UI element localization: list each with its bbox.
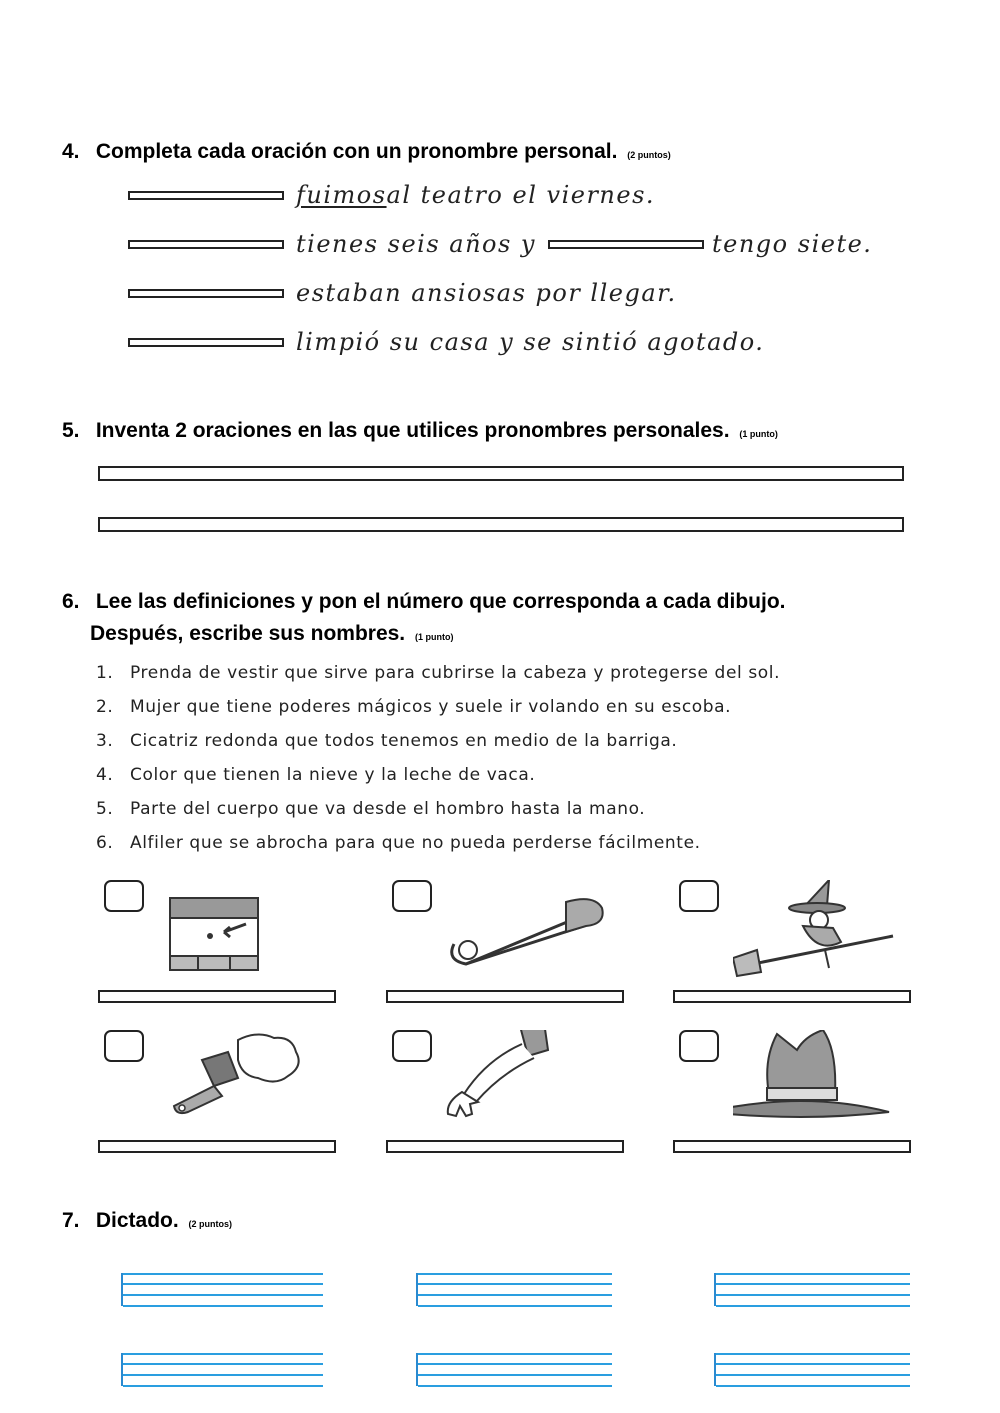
number-box[interactable] — [679, 1030, 719, 1062]
number-box[interactable] — [392, 1030, 432, 1062]
picture-cell-arm — [386, 1030, 626, 1160]
sentence-text: limpió su casa y se sintió agotado. — [296, 328, 765, 356]
name-answer-field[interactable] — [98, 1140, 336, 1153]
number-box[interactable] — [679, 880, 719, 912]
answer-blank[interactable] — [128, 240, 284, 249]
safety-pin-icon — [446, 880, 621, 980]
answer-blank[interactable] — [128, 289, 284, 298]
sentence-line-4 — [128, 327, 764, 357]
number-box[interactable] — [104, 880, 144, 912]
witch-icon — [733, 880, 908, 980]
name-answer-field[interactable] — [386, 1140, 624, 1153]
sentence-answer-2[interactable] — [98, 517, 904, 532]
hat-icon — [733, 1030, 908, 1130]
dictation-lines[interactable] — [714, 1273, 910, 1306]
dictation-lines[interactable] — [416, 1273, 612, 1306]
definition-text: Alfiler que se abrocha para que no pueda perderse fácilmente. — [130, 833, 701, 853]
question-text: Lee las definiciones y pon el número que corresponda a cada dibujo. — [95, 590, 786, 613]
definition-text: Parte del cuerpo que va desde el hombro hasta la mano. — [130, 799, 646, 819]
sentence-line-2 — [128, 229, 872, 259]
definition-item — [96, 758, 780, 792]
paintbrush-icon — [158, 1030, 333, 1130]
sentence-line-3 — [128, 278, 677, 308]
name-answer-field[interactable] — [98, 990, 336, 1003]
name-answer-field[interactable] — [386, 990, 624, 1003]
definition-item — [96, 724, 780, 758]
sentence-text: tengo siete. — [712, 230, 873, 258]
points-label: (2 puntos) — [188, 1219, 233, 1229]
question-text: Dictado. — [95, 1209, 179, 1232]
definition-text: Color que tienen la nieve y la leche de vaca. — [130, 765, 536, 785]
picture-cell-witch — [673, 880, 913, 1010]
dictation-lines[interactable] — [121, 1353, 323, 1386]
name-answer-field[interactable] — [673, 1140, 911, 1153]
points-label: (2 puntos) — [627, 150, 671, 160]
picture-cell-pin — [386, 880, 626, 1010]
definition-text: Cicatriz redonda que todos tenemos en medio de la barriga. — [130, 731, 678, 751]
definition-item — [96, 690, 780, 724]
definition-number: 4. — [96, 765, 114, 785]
definition-number: 2. — [96, 697, 114, 717]
question-text: Inventa 2 oraciones en las que utilices pronombres personales. — [95, 419, 730, 442]
points-label: (1 punto) — [739, 429, 778, 439]
picture-cell-hat — [673, 1030, 913, 1160]
definition-list — [96, 656, 780, 860]
arm-icon — [446, 1030, 621, 1130]
definition-number: 5. — [96, 799, 114, 819]
dictation-lines[interactable] — [121, 1273, 323, 1306]
number-box[interactable] — [104, 1030, 144, 1062]
definition-text: Prenda de vestir que sirve para cubrirse la cabeza y protegerse del sol. — [130, 663, 781, 683]
answer-blank[interactable] — [128, 338, 284, 347]
question-text: Después, escribe sus nombres. — [90, 622, 406, 645]
question-5-title — [62, 416, 778, 449]
answer-blank[interactable] — [548, 240, 704, 249]
sentence-text: fuimos — [296, 181, 387, 209]
sentence-text: al teatro el viernes. — [386, 181, 656, 209]
number-box[interactable] — [392, 880, 432, 912]
question-text: Completa cada oración con un pronombre personal. — [95, 140, 618, 163]
question-4-title — [62, 137, 671, 170]
sentence-answer-1[interactable] — [98, 466, 904, 481]
points-label: (1 punto) — [414, 632, 454, 642]
definition-number: 3. — [96, 731, 114, 751]
definition-item — [96, 656, 780, 690]
question-number: 4. — [62, 140, 80, 163]
definition-number: 6. — [96, 833, 114, 853]
question-number: 6. — [62, 590, 80, 613]
sentence-text: estaban ansiosas por llegar. — [296, 279, 677, 307]
definition-number: 1. — [96, 663, 114, 683]
sentence-line-1 — [128, 180, 655, 210]
question-number: 5. — [62, 419, 80, 442]
question-7-title — [62, 1206, 232, 1239]
question-number: 7. — [62, 1209, 80, 1232]
sentence-text: tienes seis años y — [296, 230, 536, 258]
dictation-lines[interactable] — [416, 1353, 612, 1386]
question-6-title — [62, 587, 786, 617]
answer-blank[interactable] — [128, 191, 284, 200]
definition-text: Mujer que tiene poderes mágicos y suele ir volando en su escoba. — [130, 697, 732, 717]
dictation-lines[interactable] — [714, 1353, 910, 1386]
question-6-subtitle — [90, 619, 453, 652]
picture-cell-belly — [98, 880, 338, 1010]
name-answer-field[interactable] — [673, 990, 911, 1003]
picture-cell-brush — [98, 1030, 338, 1160]
belly-button-icon — [158, 880, 333, 980]
definition-item — [96, 792, 780, 826]
definition-item — [96, 826, 780, 860]
